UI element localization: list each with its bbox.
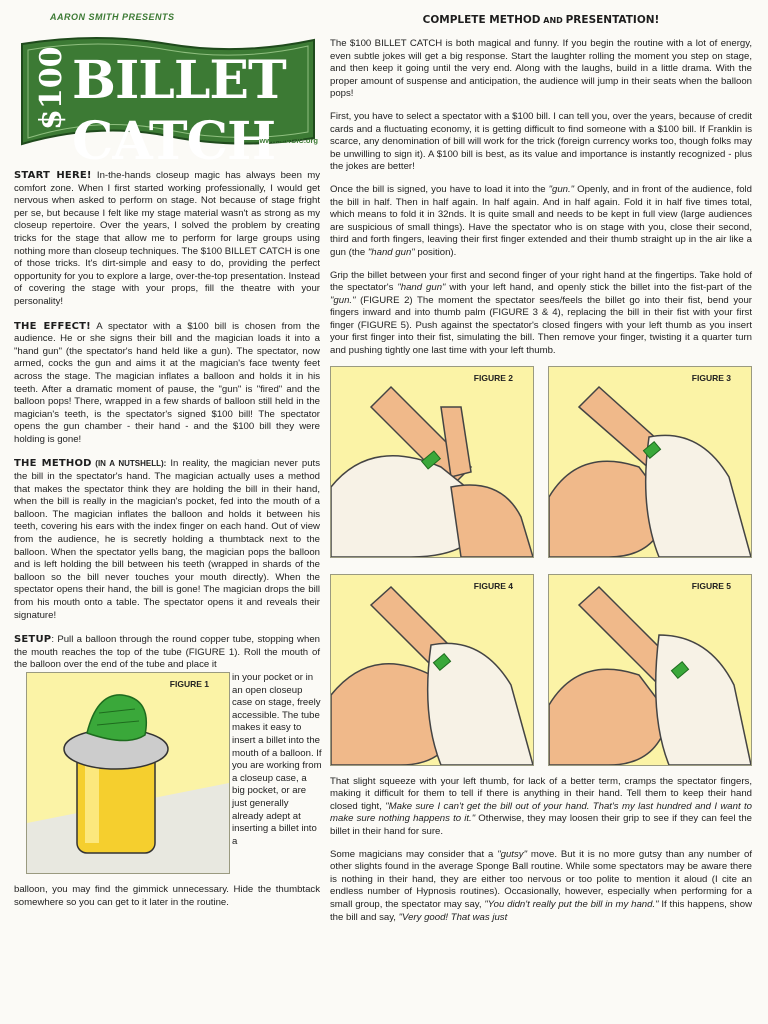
hand-illustration-3 xyxy=(549,367,751,557)
title-part-a: COMPLETE METHOD xyxy=(422,14,541,26)
figure-5-label: FIGURE 5 xyxy=(691,580,731,591)
figure-1-label: FIGURE 1 xyxy=(169,678,209,689)
left-column xyxy=(14,6,320,909)
logo-presents: AARON SMITH PRESENTS xyxy=(50,12,175,22)
method-paragraph xyxy=(14,458,320,622)
title-and: AND xyxy=(540,16,566,25)
figure-1 xyxy=(26,672,230,874)
method-subheading: (IN A NUTSHELL): xyxy=(91,459,167,469)
section-title xyxy=(330,14,752,26)
logo-price: $100 xyxy=(34,46,69,130)
setup-side-paragraph: in your pocket or in an open closeup case on stage, freely accessible. The tube makes it easy to insert a billet into the mouth of a balloon. If you are working from a closeup case, a big pocket, or are just generally already adept at inserting a billet into a xyxy=(232,671,322,847)
method-text: In reality, the magician never puts the bill in the spectator's hand. The magician actually uses a method that makes the spectator think they are holding the bill in their hand, when the bill is really in the magician's pocket, fed into the mouth of a balloon. The magician inflates the balloon and holds it between his teeth, covering his ears with the index finger on each hand. Out of view from the audience, he is secretly holding a thumbtack next to the balloon. When the spectator yells bang, the magician pops the balloon and is left holding the bill between his teeth (wrapped in shards of the balloon so the bill never touches your mouth directly). When the spectator opens their hand, the bill is gone! The magician drops the bill from his mouth onto a table. The spectator opens it and reveals their signature! xyxy=(14,458,321,621)
hand-illustration-5 xyxy=(549,575,751,765)
setup-text: : Pull a balloon through the round copper tube, stopping when the mouth reaches the top of the tube (FIGURE 1). Roll the mouth of the balloon over the end of the tube and place it xyxy=(14,634,320,671)
right-column xyxy=(330,8,752,924)
setup-end-paragraph: balloon, you may find the gimmick unnecessary. Hide the thumbtack somewhere so you can get to it later in the routine. xyxy=(14,883,320,908)
logo-url: www.MAGIC.org xyxy=(259,136,318,145)
effect-heading: THE EFFECT! xyxy=(14,320,91,332)
effect-text: A spectator with a $100 bill is chosen from the audience. He or she signs their bill and the magician loads it into a "hand gun" (the spectator's hand held like a gun). The spectator, now armed, cocks the gun and aims it at the magician's face twenty feet across the stage. The magician inflates a balloon and holds it in his teeth. After a dramatic moment of pause, the "gun" is "fired" and the balloon pops! There, wrapped in a few shards of balloon still held in the magician's teeth, is the spectator's signed $100 bill! The spectator opens the gun chamber - their hand - and the $100 bill they were holding is gone! xyxy=(14,320,320,445)
setup-section xyxy=(14,634,320,909)
paragraph-3: Once the bill is signed, you have to load it into the "gun." Openly, and in front of the audience, fold the bill in half. Then in half again. In half again. And in half again. Fold it in half five times total, which means to fold it in 32nds. It is quite small and needs to be kept in full view (large audiences are suspicious of small things). Have the spectator who is on stage with you, close their second, third and forth fingers, leaving their first finger extended and their thumb straight up in the air like a gun (the "hand gun" position). xyxy=(330,183,752,258)
paragraph-5: That slight squeeze with your left thumb, for lack of a better term, cramps the spectator fingers, making it difficult for them to tell if there is anything in their hand. Tell them to keep their hand closed tight, "Make sure I can't get the bill out of your hand. That's my last hundred and I want to make sure nothing happens to it." Otherwise, they may loosen their grip to see if they can feel the billet in their hand for sure. xyxy=(330,775,752,838)
hand-illustration-4 xyxy=(331,575,533,765)
figure-4-label: FIGURE 4 xyxy=(473,580,513,591)
method-heading: THE METHOD xyxy=(14,458,92,470)
figure-3-label: FIGURE 3 xyxy=(691,372,731,383)
paragraph-1: The $100 BILLET CATCH is both magical and funny. If you begin the routine with a lot of energy, even subtle jokes will get a big response. Start the laughter rolling the moment you step on stage, and then keep it going until the very end. Along with the laughs, build in a little drama. With the proper amount of suspense and anticipation, the audience will jump in their seats when the balloon pops! xyxy=(330,38,752,100)
logo xyxy=(14,6,320,172)
figure-grid xyxy=(330,366,752,766)
logo-title: BILLET CATCH xyxy=(72,50,286,172)
setup-paragraph xyxy=(14,634,320,672)
figure-2 xyxy=(330,366,534,558)
title-part-b: PRESENTATION! xyxy=(565,14,660,26)
setup-heading: SETUP xyxy=(14,634,52,646)
start-heading: START HERE! xyxy=(14,170,92,181)
hand-illustration-2 xyxy=(331,367,533,557)
figure-3 xyxy=(548,366,752,558)
figure-5 xyxy=(548,574,752,766)
start-paragraph xyxy=(14,170,320,309)
paragraph-2: First, you have to select a spectator with a $100 bill. I can tell you, over the years, because of credit cards and a fluctuating economy, it is getting difficult to find someone with a $100 bill. If Franklin is scarce, any denomination of bill will work for the trick (foreign currency works too, though folks may be unwilling to sign it). A $100 bill is best, as its value and importance is instantly recognized - plus the jokes are better! xyxy=(330,110,752,173)
figure-2-label: FIGURE 2 xyxy=(473,372,513,383)
setup-side-text xyxy=(232,672,322,848)
paragraph-6: Some magicians may consider that a "gutsy" move. But it is no more gutsy than any number of other slights found in the average Sponge Ball routine. While some spectators may be aware there is nothing in their hand, they are either too nervous or too polite to mention it aloud (I cite an endless number of Hypnosis routines). Occasionally, however, especially when performing for a small group, the spectator may say, "You didn't really put the bill in my hand." If this happens, show the bill and say, "Very good! That was just xyxy=(330,848,753,923)
paragraph-4: Grip the billet between your first and second finger of your right hand at the fingertips. Take hold of the spectator's "hand gun" with your left hand, and openly stick the billet into the fist-part of the "gun." (FIGURE 2) The moment the spectator sees/feels the billet go into their fist, bend your fingers inward and into thumb palm (FIGURE 3 & 4), replacing the bill in their fist with your first finger (FIGURE 5). Push against the spectator's closed fingers with your left thumb as you insert your first finger into their fist, simulating the bill. Then remove your finger, twisting it a quarter turn and pushing tightly one last time with your left thumb. xyxy=(330,269,753,357)
figure-4 xyxy=(330,574,534,766)
effect-paragraph xyxy=(14,321,320,447)
start-text: In-the-hands closeup magic has always been my comfort zone. When I first started working professionally, I would get nervous when asked to perform on stage. Not because of stage fright per se, but because I felt like my stage material wasn't as strong as my closeup repertoire. Over the years, I solved the problem by creating tricks for the stage that allow me to perform for large groups using nothing more than closeup techniques. The $100 BILLET CATCH is one of those tricks. It's dirt-simple and easy to do, providing the perfect opportunity for you to explore a large, over-the-top presentation. Instead of covering the stage with your props, fill the theatre with your personality! xyxy=(14,170,320,307)
tube-illustration xyxy=(27,673,229,873)
setup-figure-row xyxy=(14,672,320,884)
